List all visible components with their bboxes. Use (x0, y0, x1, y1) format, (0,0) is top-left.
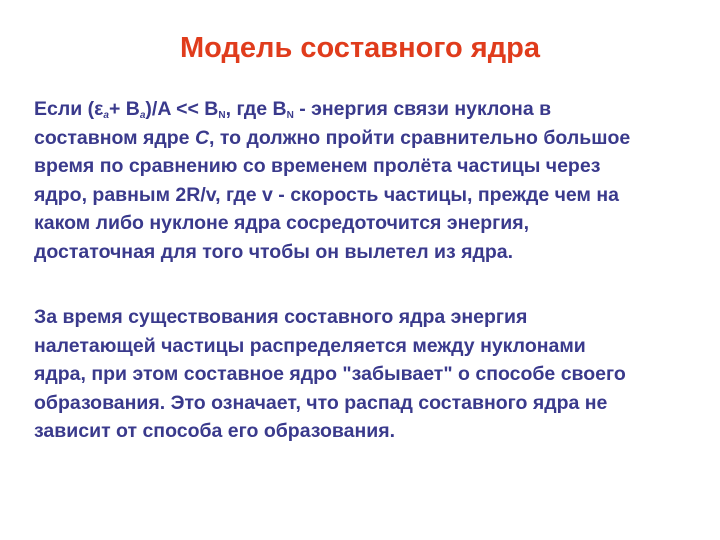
paragraph-line: достаточная для того чтобы он вылетел из ядра. (34, 240, 514, 263)
paragraph-line: За время существования составного ядра энергия (34, 306, 528, 328)
slide-title: Модель составного ядра (180, 32, 540, 64)
paragraph-line (34, 95, 694, 124)
text-fragment: - энергия связи нуклона в (293, 98, 552, 120)
paragraph-line: налетающей частицы распределяется между нуклонами (34, 334, 586, 357)
paragraph-line: каком либо нуклоне ядра сосредоточится энергия, (34, 212, 530, 234)
paragraph-condition (34, 95, 694, 266)
paragraph-line: образования. Это означает, что распад составного ядра не (34, 391, 608, 414)
subscript-a: a (103, 110, 109, 121)
text-fragment: , то должно пройти сравнительно большое (209, 126, 631, 149)
text-fragment: Если (ε (34, 98, 104, 120)
paragraph-explanation (34, 303, 694, 446)
nucleus-symbol: C (194, 126, 210, 149)
subscript-n: N (286, 110, 294, 121)
paragraph-line: ядра, при этом составное ядро "забывает" о способе своего (34, 363, 626, 385)
subscript-a: a (139, 110, 146, 121)
text-fragment: , где B (225, 98, 287, 120)
paragraph-line (34, 124, 694, 153)
text-fragment: )/A << B (145, 98, 219, 120)
text-fragment: составном ядре (34, 126, 195, 149)
paragraph-line: зависит от способа его образования. (34, 420, 396, 442)
subscript-n: N (218, 110, 226, 121)
paragraph-line: ядро, равным 2R/v, где v - скорость частицы, прежде чем на (34, 183, 619, 206)
text-fragment: + B (108, 98, 140, 120)
paragraph-line: время по сравнению со временем пролёта частицы через (34, 155, 601, 177)
